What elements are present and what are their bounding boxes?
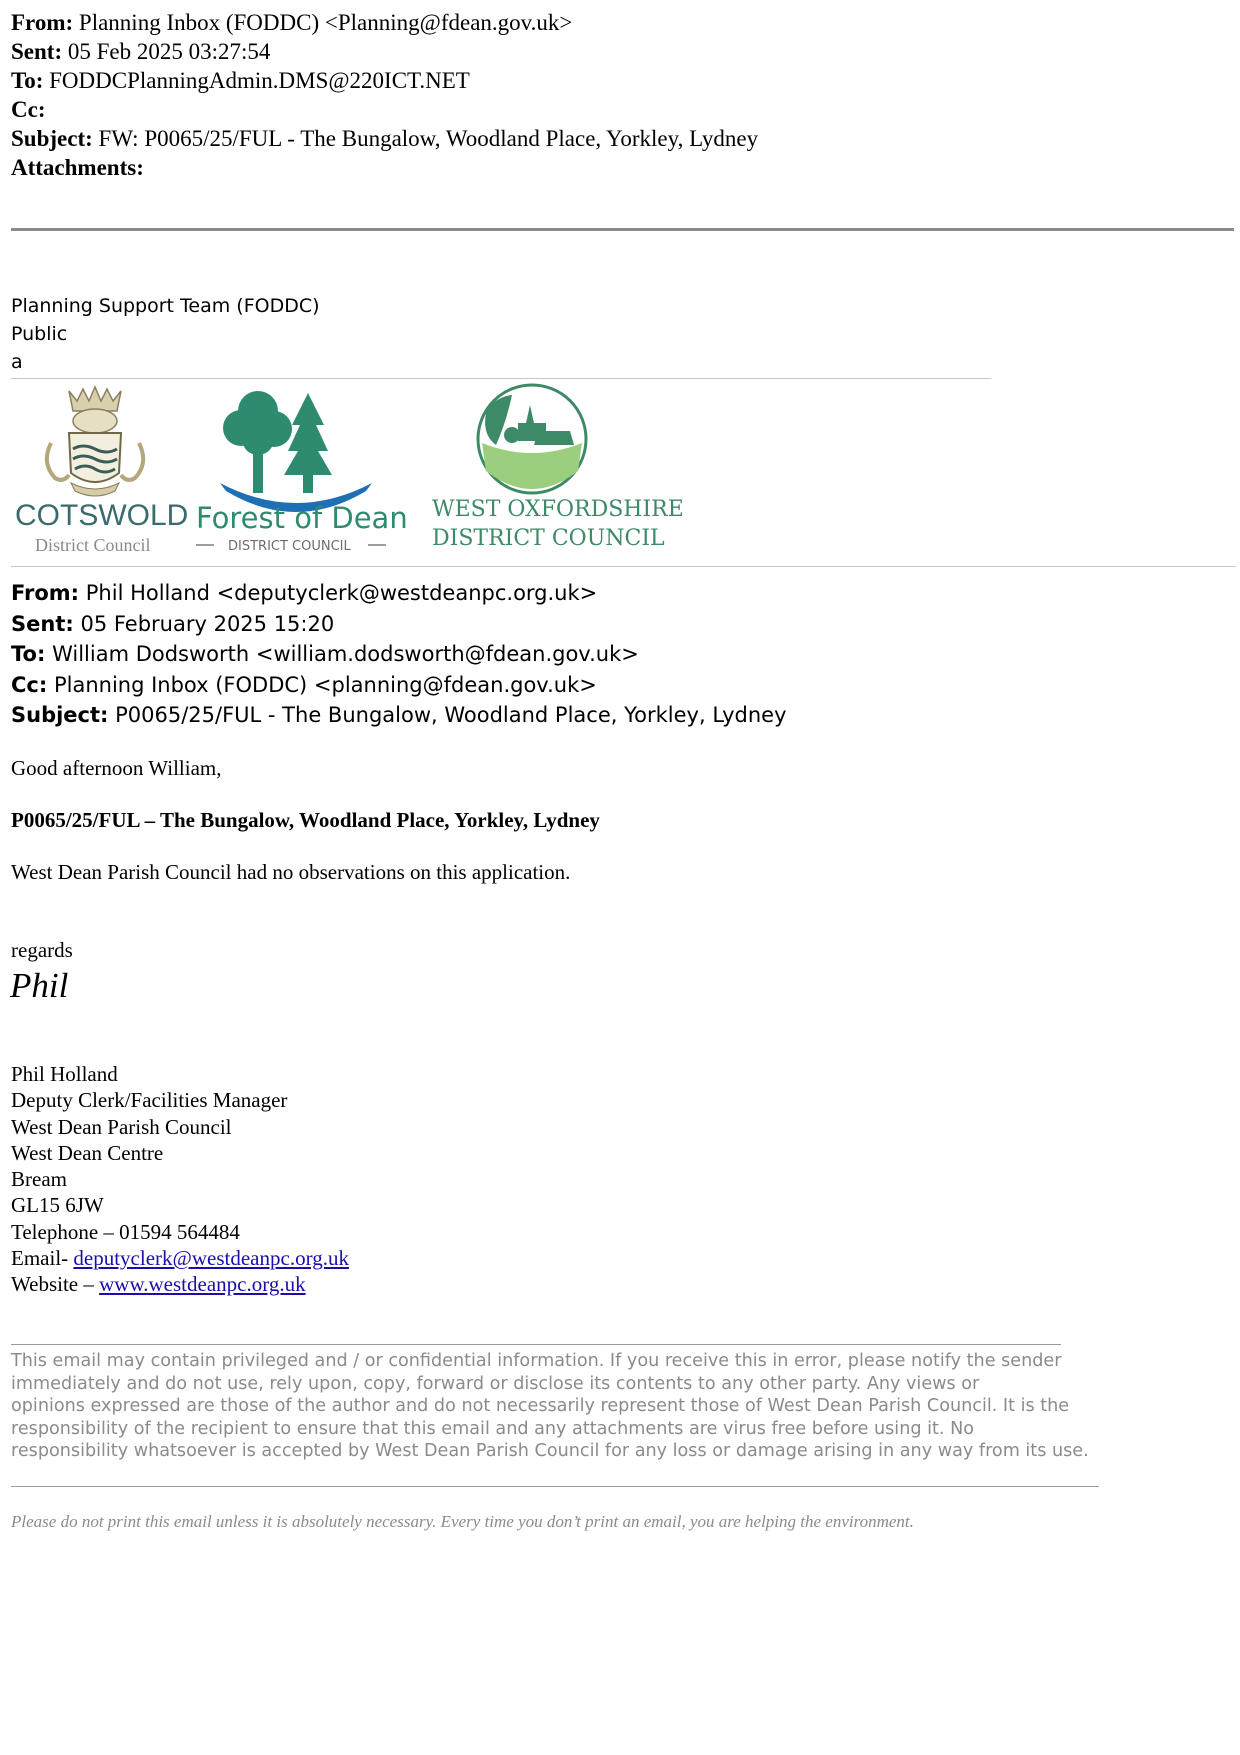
wo-line2: DISTRICT COUNCIL bbox=[432, 526, 665, 551]
sig-email-row bbox=[11, 1245, 349, 1271]
inner-subject-value: P0065/25/FUL - The Bungalow, Woodland Place, Yorkley, Lydney bbox=[115, 703, 787, 727]
inner-email-header bbox=[11, 578, 787, 731]
inner-sent-value: 05 February 2025 15:20 bbox=[80, 611, 335, 636]
sig-org: West Dean Parish Council bbox=[11, 1114, 232, 1139]
attachments-label: Attachments: bbox=[11, 155, 144, 180]
disclaimer-line: opinions expressed are those of the author and do not necessarily represent those of West Dean Parish Council. It is the bbox=[11, 1396, 1070, 1416]
inner-to-label: To: bbox=[11, 642, 46, 666]
inner-cc-value: Planning Inbox (FODDC) <planning@fdean.gov.uk> bbox=[53, 672, 597, 697]
greeting: Good afternoon William, bbox=[11, 756, 222, 780]
cotswold-sub: District Council bbox=[35, 535, 151, 555]
west-oxfordshire-emblem-icon bbox=[478, 385, 586, 493]
team-block bbox=[11, 292, 320, 376]
wo-line1: WEST OXFORDSHIRE bbox=[432, 497, 684, 522]
disclaimer-line: immediately and do not use, rely upon, copy, forward or disclose its contents to any other party. Any views or bbox=[11, 1373, 980, 1394]
subject-value: FW: P0065/25/FUL - The Bungalow, Woodland Place, Yorkley, Lydney bbox=[98, 126, 759, 151]
disclaimer-line: This email may contain privileged and / or confidential information. If you receive this in error, please notify the sender bbox=[11, 1351, 1062, 1371]
classification: Public bbox=[11, 323, 68, 345]
disclaimer bbox=[11, 1350, 1231, 1463]
disclaimer-line: responsibility of the recipient to ensure that this email and any attachments are virus free before using it. No bbox=[11, 1418, 974, 1439]
signature-block bbox=[11, 1061, 349, 1298]
cotswold-name: COTSWOLD bbox=[15, 499, 189, 532]
sig-website-prefix: Website – bbox=[11, 1272, 100, 1297]
handwritten-signature: Phil bbox=[10, 966, 69, 1005]
sig-postcode: GL15 6JW bbox=[11, 1193, 104, 1218]
inner-cc-row bbox=[11, 670, 787, 701]
subject-label: Subject: bbox=[11, 126, 93, 151]
eco-note: Please do not print this email unless it is absolutely necessary. Every time you don’t print an email, you are helping the environment. bbox=[11, 1512, 914, 1531]
cc-label: Cc: bbox=[11, 97, 46, 122]
outer-attachments-row bbox=[11, 153, 758, 182]
to-value: FODDCPlanningAdmin.DMS@220ICT.NET bbox=[49, 68, 470, 93]
application-reference: P0065/25/FUL – The Bungalow, Woodland Place, Yorkley, Lydney bbox=[11, 808, 600, 832]
team-name: Planning Support Team (FODDC) bbox=[11, 295, 320, 317]
message-text: West Dean Parish Council had no observations on this application. bbox=[11, 860, 571, 884]
inner-from-row bbox=[11, 578, 787, 609]
closing: regards bbox=[11, 938, 73, 962]
header-divider bbox=[11, 228, 1234, 231]
forest-sub: DISTRICT COUNCIL bbox=[228, 539, 351, 554]
email-link[interactable]: deputyclerk@westdeanpc.org.uk bbox=[73, 1246, 349, 1271]
cotswold-logo bbox=[11, 383, 189, 558]
outer-to-row bbox=[11, 66, 758, 95]
cotswold-crest-icon bbox=[47, 387, 143, 496]
west-oxfordshire-logo bbox=[426, 383, 684, 558]
sig-email-prefix: Email- bbox=[11, 1246, 74, 1271]
from-label: From: bbox=[11, 10, 74, 35]
from-value: Planning Inbox (FODDC) <Planning@fdean.gov.uk> bbox=[78, 10, 573, 35]
inner-sent-row bbox=[11, 609, 787, 640]
inner-cc-label: Cc: bbox=[11, 672, 48, 697]
sent-label: Sent: bbox=[11, 39, 63, 64]
sig-town: Bream bbox=[11, 1167, 67, 1192]
sent-value: 05 Feb 2025 03:27:54 bbox=[67, 39, 271, 64]
website-link[interactable]: www.westdeanpc.org.uk bbox=[99, 1272, 306, 1297]
tree-icon bbox=[220, 391, 372, 512]
disclaimer-top-rule bbox=[11, 1344, 1061, 1345]
to-label: To: bbox=[11, 68, 44, 93]
logo-bottom-divider bbox=[11, 566, 1236, 567]
sig-telephone: Telephone – 01594 564484 bbox=[11, 1219, 240, 1244]
inner-subject-row bbox=[11, 700, 787, 731]
forest-of-dean-logo bbox=[196, 383, 406, 558]
sig-building: West Dean Centre bbox=[11, 1140, 164, 1165]
sig-title: Deputy Clerk/Facilities Manager bbox=[11, 1088, 288, 1113]
council-logos bbox=[11, 383, 991, 563]
sig-website-row bbox=[11, 1271, 349, 1297]
forest-name: Forest of Dean bbox=[196, 501, 408, 535]
team-extra: a bbox=[11, 351, 23, 373]
outer-subject-row bbox=[11, 124, 758, 153]
sig-name: Phil Holland bbox=[11, 1062, 118, 1086]
inner-from-value: Phil Holland <deputyclerk@westdeanpc.org.uk> bbox=[85, 581, 598, 605]
outer-from-row bbox=[11, 8, 758, 37]
inner-to-value: William Dodsworth <william.dodsworth@fdean.gov.uk> bbox=[52, 642, 639, 666]
outer-email-header bbox=[11, 8, 758, 182]
inner-subject-label: Subject: bbox=[11, 703, 109, 727]
inner-sent-label: Sent: bbox=[11, 611, 74, 636]
inner-to-row bbox=[11, 639, 787, 670]
disclaimer-bottom-rule bbox=[11, 1486, 1099, 1487]
logo-top-divider bbox=[11, 378, 991, 379]
outer-sent-row bbox=[11, 37, 758, 66]
inner-from-label: From: bbox=[11, 581, 80, 605]
outer-cc-row bbox=[11, 95, 758, 124]
disclaimer-line: responsibility whatsoever is accepted by West Dean Parish Council for any loss or damage arising in any way from its use. bbox=[11, 1441, 1089, 1461]
